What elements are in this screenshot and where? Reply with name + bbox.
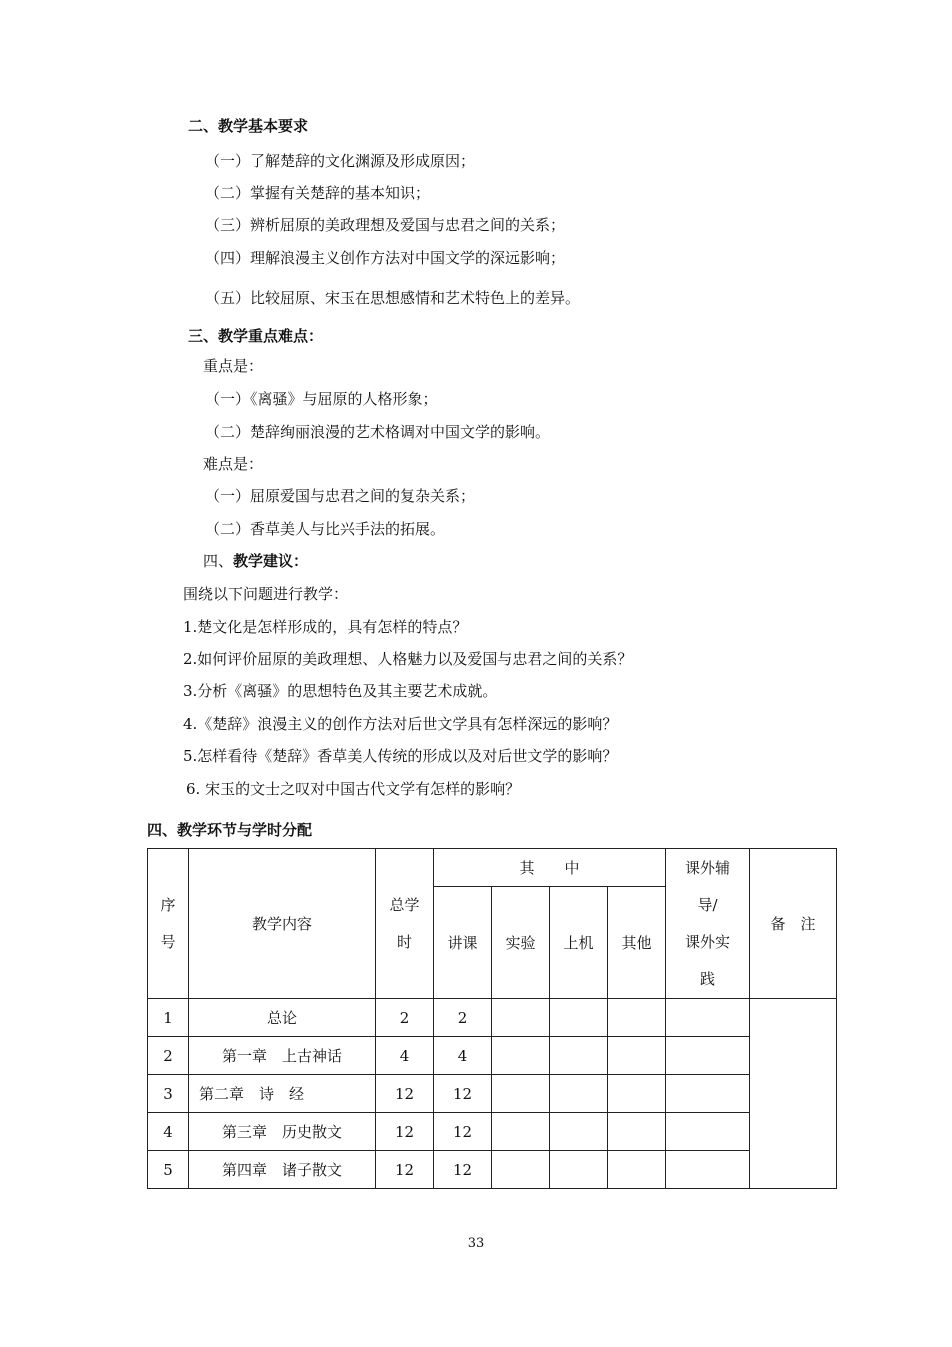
cell-experiment bbox=[492, 1113, 550, 1151]
question-item: 5.怎样看待《楚辞》香草美人传统的形成以及对后世文学的影响？ bbox=[183, 747, 618, 765]
cell-hours: 12 bbox=[376, 1075, 434, 1113]
table-row bbox=[148, 1075, 837, 1113]
cell-remarks bbox=[750, 999, 837, 1189]
cell-other bbox=[608, 1075, 666, 1113]
header-lecture: 讲课 bbox=[434, 887, 492, 999]
question-item: 3.分析《离骚》的思想特色及其主要艺术成就。 bbox=[183, 682, 498, 700]
cell-content: 第二章 诗 经 bbox=[189, 1075, 376, 1113]
key-point-item: （二）楚辞绚丽浪漫的艺术格调对中国文学的影响。 bbox=[205, 423, 551, 441]
section4a-heading-prefix: 四、 bbox=[203, 552, 234, 570]
cell-other bbox=[608, 1113, 666, 1151]
cell-extracurricular bbox=[666, 1113, 750, 1151]
page-number: 33 bbox=[467, 1236, 485, 1251]
table-row bbox=[148, 1037, 837, 1075]
cell-content: 第四章 诸子散文 bbox=[189, 1151, 376, 1189]
section3-heading: 三、教学重点难点： bbox=[188, 327, 324, 345]
cell-seq: 3 bbox=[148, 1075, 189, 1113]
section4a-heading bbox=[203, 551, 308, 571]
cell-content: 第三章 历史散文 bbox=[189, 1113, 376, 1151]
requirement-item: （二）掌握有关楚辞的基本知识； bbox=[205, 184, 431, 202]
cell-hours: 4 bbox=[376, 1037, 434, 1075]
table-row bbox=[148, 1113, 837, 1151]
difficult-point-item: （一）屈原爱国与忠君之间的复杂关系； bbox=[205, 487, 476, 505]
cell-seq: 2 bbox=[148, 1037, 189, 1075]
header-other: 其他 bbox=[608, 887, 666, 999]
requirement-item: （五）比较屈原、宋玉在思想感情和艺术特色上的差异。 bbox=[205, 289, 581, 307]
cell-seq: 1 bbox=[148, 999, 189, 1037]
header-among: 其 中 bbox=[434, 849, 666, 887]
section2-heading: 二、教学基本要求 bbox=[188, 117, 309, 135]
difficult-points-label: 难点是： bbox=[203, 455, 264, 473]
table-row bbox=[148, 999, 837, 1037]
cell-computer bbox=[550, 1151, 608, 1189]
header-seq: 序 号 bbox=[148, 849, 189, 999]
cell-extracurricular bbox=[666, 1037, 750, 1075]
cell-content: 第一章 上古神话 bbox=[189, 1037, 376, 1075]
cell-lecture: 4 bbox=[434, 1037, 492, 1075]
requirement-item: （三）辨析屈原的美政理想及爱国与忠君之间的关系； bbox=[205, 216, 566, 234]
cell-hours: 12 bbox=[376, 1113, 434, 1151]
cell-seq: 4 bbox=[148, 1113, 189, 1151]
difficult-point-item: （二）香草美人与比兴手法的拓展。 bbox=[205, 520, 446, 538]
header-hours: 总学 时 bbox=[376, 849, 434, 999]
requirement-item: （四）理解浪漫主义创作方法对中国文学的深远影响； bbox=[205, 249, 566, 267]
cell-experiment bbox=[492, 999, 550, 1037]
header-content: 教学内容 bbox=[189, 849, 376, 999]
key-points-label: 重点是： bbox=[203, 357, 264, 375]
cell-computer bbox=[550, 1075, 608, 1113]
question-item: 1.楚文化是怎样形成的，具有怎样的特点？ bbox=[183, 618, 468, 636]
cell-extracurricular bbox=[666, 999, 750, 1037]
cell-extracurricular bbox=[666, 1075, 750, 1113]
cell-hours: 2 bbox=[376, 999, 434, 1037]
header-experiment: 实验 bbox=[492, 887, 550, 999]
cell-experiment bbox=[492, 1151, 550, 1189]
requirement-item: （一）了解楚辞的文化渊源及形成原因； bbox=[205, 152, 476, 170]
cell-hours: 12 bbox=[376, 1151, 434, 1189]
header-remarks: 备 注 bbox=[750, 849, 837, 999]
header-extracurricular: 课外辅 导/ 课外实 践 bbox=[666, 849, 750, 999]
cell-seq: 5 bbox=[148, 1151, 189, 1189]
key-point-item: （一）《离骚》与屈原的人格形象； bbox=[205, 390, 438, 408]
section4a-heading-title: 教学建议： bbox=[233, 552, 309, 570]
section4b-heading: 四、教学环节与学时分配 bbox=[147, 821, 313, 839]
cell-computer bbox=[550, 1037, 608, 1075]
question-item: 4.《楚辞》浪漫主义的创作方法对后世文学具有怎样深远的影响？ bbox=[183, 715, 618, 733]
header-computer: 上机 bbox=[550, 887, 608, 999]
question-item: 6. 宋玉的文士之叹对中国古代文学有怎样的影响？ bbox=[186, 780, 521, 798]
question-item: 2.如何评价屈原的美政理想、人格魅力以及爱国与忠君之间的关系？ bbox=[183, 650, 633, 668]
cell-lecture: 12 bbox=[434, 1113, 492, 1151]
cell-content: 总论 bbox=[189, 999, 376, 1037]
cell-lecture: 12 bbox=[434, 1151, 492, 1189]
hours-allocation-table bbox=[147, 848, 837, 1189]
cell-lecture: 2 bbox=[434, 999, 492, 1037]
cell-other bbox=[608, 1151, 666, 1189]
cell-other bbox=[608, 1037, 666, 1075]
table-row bbox=[148, 1151, 837, 1189]
cell-computer bbox=[550, 999, 608, 1037]
cell-computer bbox=[550, 1113, 608, 1151]
cell-experiment bbox=[492, 1037, 550, 1075]
cell-extracurricular bbox=[666, 1151, 750, 1189]
questions-intro: 围绕以下问题进行教学： bbox=[183, 585, 349, 603]
cell-lecture: 12 bbox=[434, 1075, 492, 1113]
cell-other bbox=[608, 999, 666, 1037]
cell-experiment bbox=[492, 1075, 550, 1113]
